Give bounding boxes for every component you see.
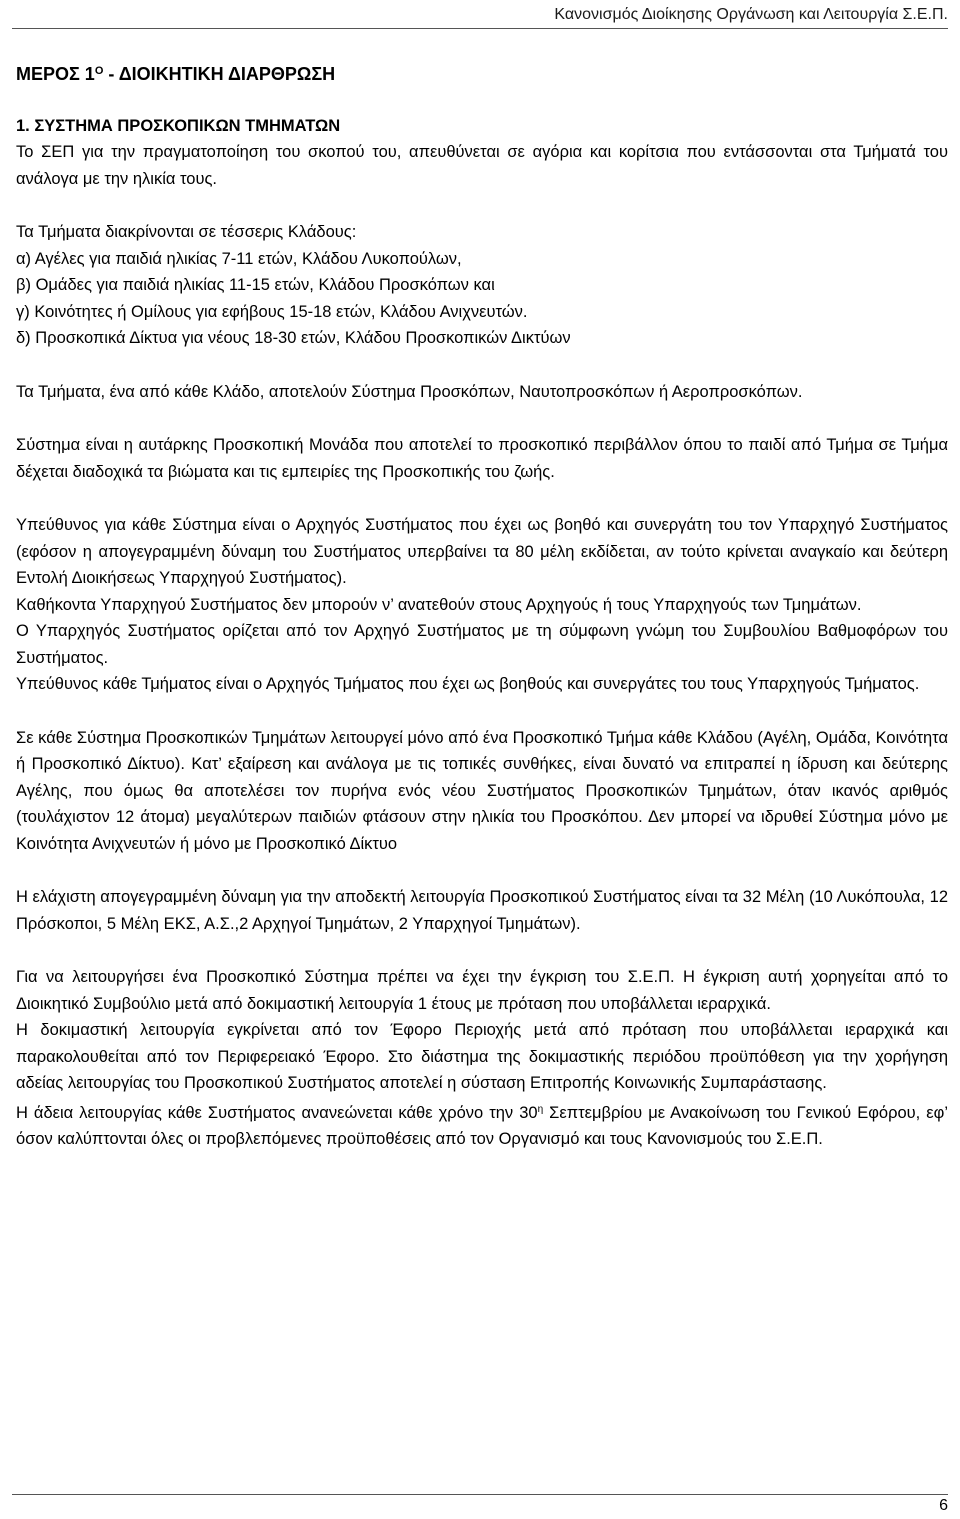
branches-intro: Τα Τμήματα διακρίνονται σε τέσσερις Κλάδους: [16,223,357,241]
page-number: 6 [939,1497,948,1514]
branches-list [16,219,948,352]
paragraph-system-definition: Σύστημα είναι η αυτάρκης Προσκοπική Μονάδα που αποτελεί το προσκοπικό περιβάλλον όπου το παιδί από Τμήμα σε Τμήμα δέχεται διαδοχικά τα βιώματα και τις εμπειρίες της Προσκοπικής του ζωής. [16,436,948,481]
paragraph-system-types: Τα Τμήματα, ένα από κάθε Κλάδο, αποτελούν Σύστημα Προσκόπων, Ναυτοπροσκόπων ή Αεροπροσκόπων. [16,382,803,401]
paragraph-approval: Για να λειτουργήσει ένα Προσκοπικό Σύστημα πρέπει να έχει την έγκριση του Σ.Ε.Π. Η έγκριση αυτή χορηγείται από το Διοικητικό Συμβούλιο μετά από δοκιμαστική λειτουργία 1 έτους με πρόταση που υποβάλλεται ιεραρχικά. [16,968,948,1013]
branch-item-c: γ) Κοινότητες ή Ομίλους για εφήβους 15-18 ετών, Κλάδου Ανιχνευτών. [16,302,528,321]
paragraph-unit-leader: Υπεύθυνος κάθε Τμήματος είναι ο Αρχηγός Τμήματος που έχει ως βοηθούς και συνεργάτες του τους Υπαρχηγούς Τμήματος. [16,675,920,693]
paragraph-license-renewal [16,1097,948,1153]
branch-item-d: δ) Προσκοπικά Δίκτυα για νέους 18-30 ετών, Κλάδου Προσκοπικών Δικτύων [16,329,571,347]
renewal-ordinal-superscript: η [537,1103,544,1115]
paragraph-system-leader: Υπεύθυνος για κάθε Σύστημα είναι ο Αρχηγός Συστήματος που έχει ως βοηθό και συνεργάτη του τον Υπαρχηγό Συστήματος (εφόσον η απογεγραμμένη δύναμη του Συστήματος υπερβαίνει τα 80 μέλη εκδίδεται, αν τούτο κρίνεται αναγκαίο και δεύτερη Εντολή Διοικήσεως Υπαρχηγού Συστήματος). [16,516,948,587]
header-divider [12,28,948,29]
paragraph-trial-operation: Η δοκιμαστική λειτουργία εγκρίνεται από τον Έφορο Περιοχής μετά από πρόταση που υποβάλλεται ιεραρχικά και παρακολουθείται από τον Περιφερειακό Έφορο. Στο διάστημα της δοκιμαστικής περιόδου προϋπόθεση για την χορήγηση αδείας λειτουργίας του Προσκοπικού Συστήματος αποτελεί η σύσταση Επιτροπής Κοινωνικής Συμπαράστασης. [16,1021,948,1092]
paragraph-minimum-strength: Η ελάχιστη απογεγραμμένη δύναμη για την αποδεκτή λειτουργία Προσκοπικού Συστήματος είναι τα 32 Μέλη (10 Λυκόπουλα, 12 Πρόσκοποι, 5 Μέλη ΕΚΣ, Α.Σ.,2 Αρχηγοί Τμημάτων, 2 Υπαρχηγοί Τμημάτων). [16,888,948,933]
paragraph-intro: Το ΣΕΠ για την πραγματοποίηση του σκοπού του, απευθύνεται σε αγόρια και κορίτσια που εντάσσονται στα Τμήματά του ανάλογα με την ηλικία τους. [16,143,948,188]
renewal-text-start: Η άδεια λειτουργίας κάθε Συστήματος ανανεώνεται κάθε χρόνο την 30 [16,1103,538,1122]
section-title: 1. ΣΥΣΤΗΜΑ ΠΡΟΣΚΟΠΙΚΩΝ ΤΜΗΜΑΤΩΝ [16,117,341,135]
footer-divider [12,1494,948,1495]
paragraph-deputy-duties: Καθήκοντα Υπαρχηγού Συστήματος δεν μπορούν ν’ ανατεθούν στους Αρχηγούς ή τους Υπαρχηγούς των Τμημάτων. [16,595,862,614]
renewal-text-end: Σεπτεμβρίου με Ανακοίνωση του Γενικού Εφόρου, εφ’ όσον καλύπτονται όλες οι προβλεπόμενες προϋποθέσεις από τον Οργανισμό και τους Κανονισμούς του Σ.Ε.Π. [16,1103,948,1148]
part-title-superscript: Ο [94,65,104,77]
approval-block [16,964,948,1153]
part-title-prefix: ΜΕΡΟΣ 1 [16,64,95,84]
running-header: Κανονισμός Διοίκησης Οργάνωση και Λειτουργία Σ.Ε.Π. [554,6,948,23]
leadership-block [16,512,948,698]
branch-item-a: α) Αγέλες για παιδιά ηλικίας 7-11 ετών, Κλάδου Λυκοπούλων, [16,249,462,268]
paragraph-units-per-system: Σε κάθε Σύστημα Προσκοπικών Τμημάτων λειτουργεί μόνο από ένα Προσκοπικό Τμήμα κάθε Κλάδου (Αγέλη, Ομάδα, Κοινότητα ή Προσκοπικό Δίκτυο). Κατ’ εξαίρεση και ανάλογα με τις τοπικές συνθήκες, είναι δυνατό να επιτραπεί η ίδρυση και δεύτερης Αγέλης, που όμως θα αποτελέσει τον πυρήνα ενός νέου Συστήματος Προσκοπικών Τμημάτων, όταν ικανός αριθμός (τουλάχιστον 12 άτομα) μεγαλύτερων παιδιών φτάσουν στην ηλικία του Προσκόπου. Δεν μπορεί να ιδρυθεί Σύστημα μόνο με Κοινότητα Ανιχνευτών ή μόνο με Προσκοπικό Δίκτυο [16,728,948,853]
part-title-suffix: - ΔΙΟΙΚΗΤΙΚΗ ΔΙΑΡΘΡΩΣΗ [103,64,336,84]
paragraph-deputy-appointment: Ο Υπαρχηγός Συστήματος ορίζεται από τον Αρχηγό Συστήματος με τη σύμφωνη γνώμη του Συμβουλίου Βαθμοφόρων του Συστήματος. [16,622,948,667]
branch-item-b: β) Ομάδες για παιδιά ηλικίας 11-15 ετών, Κλάδου Προσκόπων και [16,276,495,294]
part-title [16,58,948,87]
page-body [16,58,948,1153]
